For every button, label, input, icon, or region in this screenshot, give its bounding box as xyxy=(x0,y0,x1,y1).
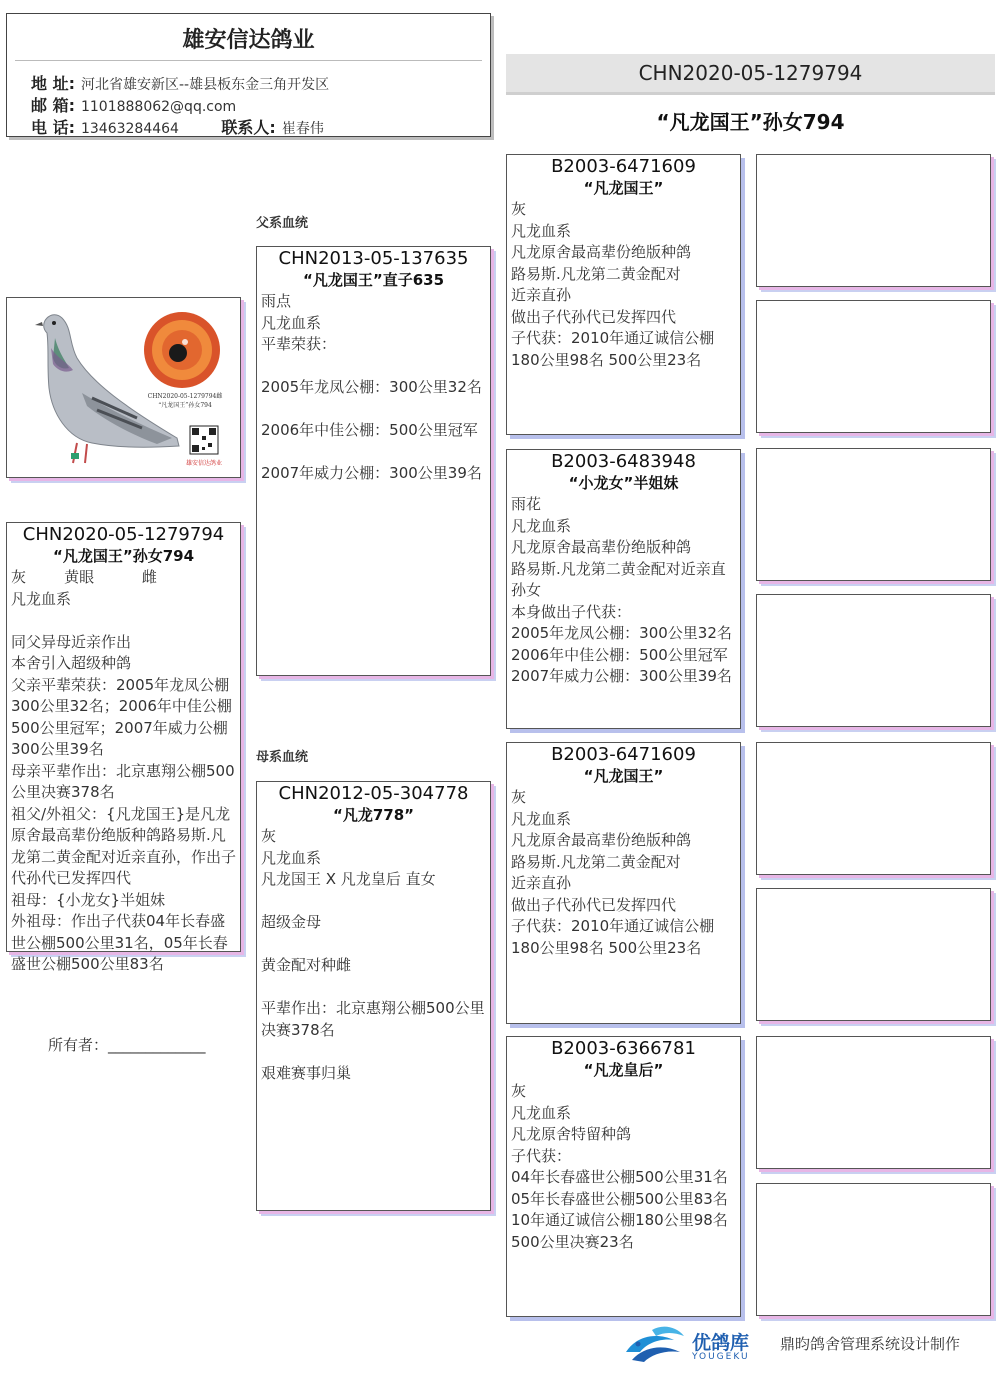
sire-details xyxy=(257,291,490,485)
granddam-paternal-nickname: “小龙女”半姐妹 xyxy=(568,474,679,492)
pigeon-illustration xyxy=(7,298,240,477)
detail-line: 平辈荣获： xyxy=(261,335,337,353)
detail-line: 子代获：2010年通辽诚信公棚 xyxy=(511,917,715,935)
main-ring-number: CHN2020-05-1279794 xyxy=(506,54,995,95)
dam-ring: CHN2012-05-304778 xyxy=(278,783,469,804)
detail-line: 灰 xyxy=(511,788,527,806)
detail-line: 凡龙国王 X 凡龙皇后 直女 xyxy=(261,870,436,888)
detail-line: 雨花 xyxy=(511,495,542,513)
footer-credit: 鼎昀鸽舍管理系统设计制作 xyxy=(780,1335,961,1353)
detail-line: 同父异母近亲作出 xyxy=(11,632,132,651)
great-grandparent-card xyxy=(756,888,991,1021)
subject-details xyxy=(7,567,240,976)
detail-line: 灰 xyxy=(261,827,277,845)
breeder-info-panel xyxy=(6,13,491,137)
detail-line: 10年通辽诚信公棚180公里98名 xyxy=(511,1211,728,1229)
subject-nickname: “凡龙国王”孙女794 xyxy=(52,547,195,565)
detail-line: 2005年龙凤公棚：300公里32名 xyxy=(511,624,732,642)
pigeon-photo xyxy=(6,297,241,478)
detail-line xyxy=(261,1041,486,1063)
address-value: 河北省雄安新区--雄县板东金三角开发区 xyxy=(80,77,330,93)
detail-line: 凡龙原舍最高辈份绝版种鸽 xyxy=(511,243,692,261)
grandsire-maternal-nickname: “凡龙国王” xyxy=(583,767,664,785)
detail-line: 2006年中佳公棚：500公里冠军 xyxy=(511,645,728,664)
detail-line: 雨点 xyxy=(261,292,292,310)
photo-caption-ring: CHN2020-05-1279794雌 xyxy=(147,393,223,400)
detail-line xyxy=(261,891,486,913)
dam-card xyxy=(256,781,491,1211)
detail-line: 凡龙血系 xyxy=(11,589,72,608)
detail-line: 外祖母：作出子代获04年长春盛世公棚500公里31名，05年长春盛世公棚500公里83名 xyxy=(11,912,228,973)
granddam-maternal-card xyxy=(506,1036,741,1317)
granddam-paternal-details xyxy=(507,494,740,688)
detail-line xyxy=(261,442,486,464)
address-label: 地 址: xyxy=(31,74,75,93)
detail-line: 祖父/外祖父：{凡龙国王}是凡龙原舍最高辈份绝版种鸽路易斯.凡龙第二黄金配对近亲直孙，作出子代孙代已发挥四代 xyxy=(11,804,237,887)
great-grandparent-card xyxy=(756,1183,991,1316)
detail-line: 本舍引入超级种鸽 xyxy=(11,654,132,672)
great-grandparent-card xyxy=(756,154,991,287)
detail-line: 180公里98名 500公里23名 xyxy=(511,938,702,957)
great-grandparent-card xyxy=(756,448,991,581)
detail-line: 子代获：2010年通辽诚信公棚 xyxy=(511,329,715,347)
detail-line xyxy=(11,610,236,632)
detail-line xyxy=(261,356,486,378)
sire-section-label: 父系血统 xyxy=(256,216,309,231)
detail-line: 路易斯.凡龙第二黄金配对 xyxy=(511,852,681,871)
grandsire-paternal-details xyxy=(507,199,740,371)
detail-line: 黄金配对种雌 xyxy=(261,956,352,974)
dam-nickname: “凡龙778” xyxy=(332,806,415,824)
detail-line xyxy=(261,934,486,956)
detail-line xyxy=(261,399,486,421)
detail-line: 路易斯.凡龙第二黄金配对 xyxy=(511,264,681,283)
email-value: 1101888062@qq.com xyxy=(80,99,237,115)
detail-line: 凡龙血系 xyxy=(511,809,572,828)
phone-row xyxy=(31,115,324,138)
detail-line: 近亲直孙 xyxy=(511,874,572,892)
grandsire-maternal-ring: B2003-6471609 xyxy=(551,744,696,765)
great-grandparent-card xyxy=(756,1036,991,1169)
great-grandparent-card xyxy=(756,300,991,433)
footer-brand: 优鸽库 xyxy=(692,1332,750,1354)
phone-value: 13463284464 xyxy=(80,121,179,137)
detail-line: 凡龙原舍最高辈份绝版种鸽 xyxy=(511,831,692,849)
detail-line: 凡龙血系 xyxy=(261,848,322,867)
grandsire-paternal-nickname: “凡龙国王” xyxy=(583,179,664,197)
detail-line: 母亲平辈作出：北京惠翔公棚500公里决赛378名 xyxy=(11,761,235,801)
detail-line: 05年长春盛世公棚500公里83名 xyxy=(511,1189,728,1208)
granddam-maternal-ring: B2003-6366781 xyxy=(551,1038,696,1059)
sire-card xyxy=(256,246,491,676)
detail-line: 灰 xyxy=(511,1082,527,1100)
granddam-maternal-nickname: “凡龙皇后” xyxy=(583,1061,664,1079)
divider xyxy=(15,60,482,61)
detail-line: 凡龙血系 xyxy=(511,516,572,535)
detail-line: 路易斯.凡龙第二黄金配对近亲直孙女 xyxy=(511,559,726,599)
grandsire-paternal-card xyxy=(506,154,741,435)
detail-line: 做出子代孙代已发挥四代 xyxy=(511,895,677,914)
email-label: 邮 箱: xyxy=(31,96,75,115)
detail-line: 祖母：{小龙女}半姐妹 xyxy=(11,890,166,909)
contact-value: 崔春伟 xyxy=(281,121,324,137)
owner-field: 所有者：_____________ xyxy=(48,1036,206,1054)
detail-line xyxy=(261,977,486,999)
main-nickname: “凡龙国王”孙女794 xyxy=(656,110,845,134)
subject-card xyxy=(6,522,241,973)
detail-line: 2007年威力公棚：300公里39名 xyxy=(261,464,482,482)
detail-line: 180公里98名 500公里23名 xyxy=(511,350,702,369)
photo-stamp: 雄安信达鸽业 xyxy=(185,460,223,467)
detail-line: 500公里决赛23名 xyxy=(511,1232,634,1251)
sire-ring: CHN2013-05-137635 xyxy=(278,248,469,269)
granddam-paternal-card xyxy=(506,449,741,729)
detail-line: 灰 xyxy=(511,200,527,218)
detail-line: 本身做出子代获： xyxy=(511,602,632,621)
detail-line: 凡龙原舍特留种鸽 xyxy=(511,1125,632,1143)
detail-line: 凡龙血系 xyxy=(261,313,322,332)
detail-line: 灰 黄眼 雌 xyxy=(11,568,157,586)
detail-line: 近亲直孙 xyxy=(511,286,572,304)
subject-ring: CHN2020-05-1279794 xyxy=(22,524,225,545)
phone-label: 电 话: xyxy=(31,118,75,137)
detail-line: 父亲平辈荣获：2005年龙凤公棚300公里32名；2006年中佳公棚500公里冠军；2007年威力公棚300公里39名 xyxy=(11,675,232,758)
detail-line: 平辈作出：北京惠翔公棚500公里决赛378名 xyxy=(261,999,485,1039)
grandsire-maternal-card xyxy=(506,742,741,1024)
footer-brand-sub: YOUGEKU xyxy=(692,1352,750,1362)
address-row xyxy=(31,71,329,94)
contact-label: 联系人: xyxy=(221,118,276,137)
detail-line: 2007年威力公棚：300公里39名 xyxy=(511,667,732,685)
dam-details xyxy=(257,826,490,1084)
sire-nickname: “凡龙国王”直子635 xyxy=(302,271,445,289)
detail-line: 2005年龙凤公棚：300公里32名 xyxy=(261,378,482,396)
grandsire-paternal-ring: B2003-6471609 xyxy=(551,156,696,177)
detail-line: 子代获： xyxy=(511,1146,572,1165)
great-grandparent-card xyxy=(756,742,991,875)
grandsire-maternal-details xyxy=(507,787,740,959)
detail-line: 凡龙原舍最高辈份绝版种鸽 xyxy=(511,538,692,556)
detail-line: 04年长春盛世公棚500公里31名 xyxy=(511,1168,728,1186)
detail-line: 超级金母 xyxy=(261,913,322,931)
granddam-maternal-details xyxy=(507,1081,740,1253)
detail-line: 做出子代孙代已发挥四代 xyxy=(511,307,677,326)
detail-line: 凡龙血系 xyxy=(511,1103,572,1122)
great-grandparent-card xyxy=(756,594,991,727)
company-name: 雄安信达鸽业 xyxy=(182,28,315,53)
detail-line: 凡龙血系 xyxy=(511,221,572,240)
granddam-paternal-ring: B2003-6483948 xyxy=(551,451,696,472)
detail-line: 艰难赛事归巢 xyxy=(261,1063,352,1082)
dam-section-label: 母系血统 xyxy=(256,750,309,765)
detail-line: 2006年中佳公棚：500公里冠军 xyxy=(261,421,478,439)
photo-caption-nick: “凡龙国王”孙女794 xyxy=(158,402,212,409)
email-row xyxy=(31,93,236,116)
